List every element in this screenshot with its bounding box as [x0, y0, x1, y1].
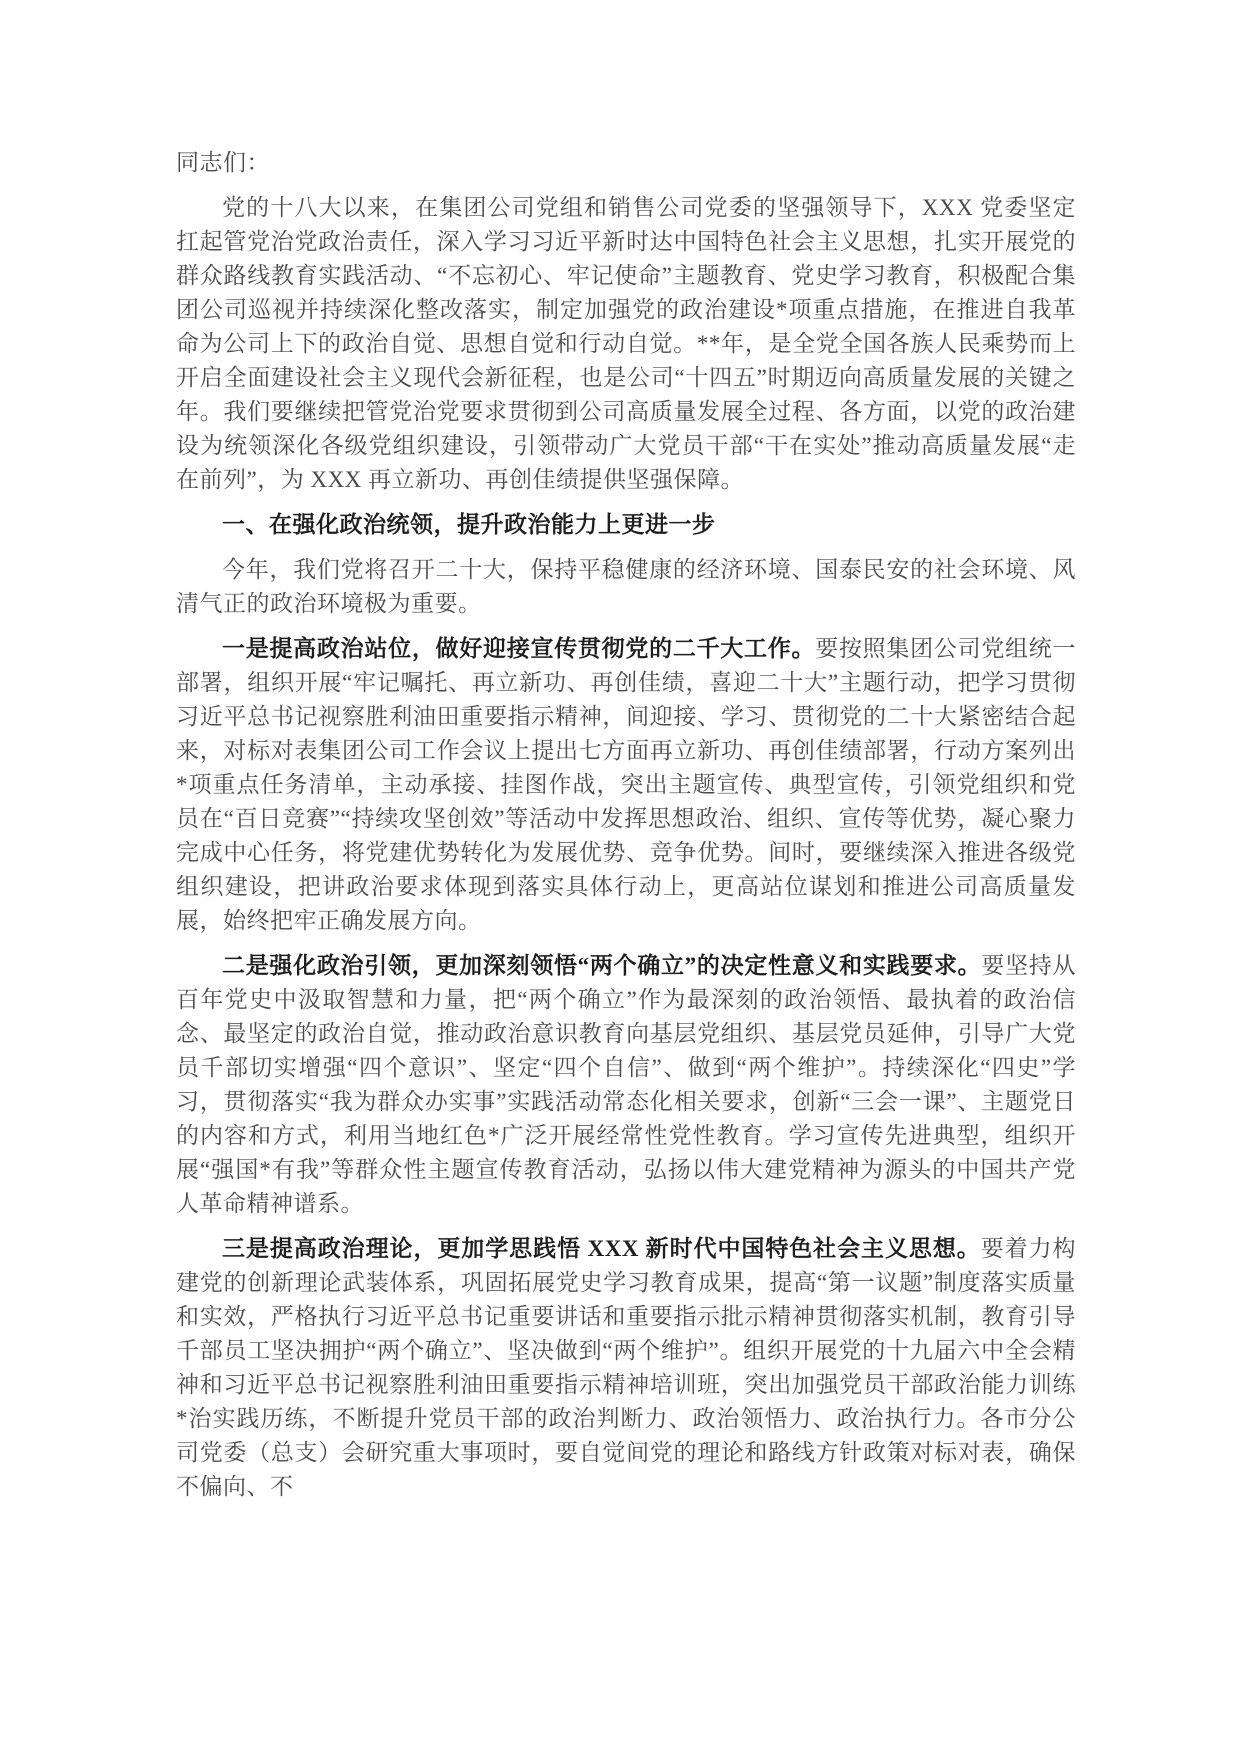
- paragraph: [176, 1232, 1076, 1504]
- salutation: 同志们：: [176, 150, 270, 175]
- paragraph-lead: 一是提高政治站位，做好迎接宣传贯彻党的二千大工作。: [222, 636, 816, 661]
- paragraph-text: 今年，我们党将召开二十大，保持平稳健康的经济环境、国泰民安的社会环境、风清气正的政治环境极为重要。: [176, 557, 1076, 616]
- paragraph: [176, 553, 1076, 621]
- paragraph-text: 要按照集团公司党组统一部署，组织开展“牢记嘱托、再立新功、再创佳绩，喜迎二十大”主题行动，把学习贯彻习近平总书记视察胜利油田重要指示精神，间迎接、学习、贯彻党的二十大紧密结合起来，对标对表集团公司工作会议上提出七方面再立新功、再创佳绩部署，行动方案列出*项重点任务清单，主动承接、挂图作战，突出主题宣传、典型宣传，引领党组织和党员在“百日竞赛”“持续攻坚创效”等活动中发挥思想政治、组织、宣传等优势，凝心聚力完成中心任务，将党建优势转化为发展优势、竞争优势。间时，要继续深入推进各级党组织建设，把讲政治要求体现到落实具体行动上，更高站位谋划和推进公司高质量发展，始终把牢正确发展方向。: [176, 636, 1077, 933]
- paragraph: [176, 632, 1076, 938]
- section-heading: [176, 508, 1076, 542]
- paragraph-lead: 二是强化政治引领，更加深刻领悟“两个确立”的决定性意义和实践要求。: [222, 953, 982, 978]
- paragraph-lead: 三是提高政治理论，更加学思践悟 XXX 新时代中国特色社会主义思想。: [222, 1236, 981, 1261]
- paragraph: [176, 949, 1076, 1221]
- document-body: [176, 191, 1076, 1504]
- heading-text: 一、在强化政治统领，提升政治能力上更进一步: [222, 512, 716, 537]
- paragraph: [176, 191, 1076, 497]
- paragraph-text: 要着力构建党的创新理论武装体系，巩固拓展党史学习教育成果，提高“第一议题”制度落实质量和实效，严格执行习近平总书记重要讲话和重要指示批示精神贯彻落实机制，教育引导千部员工坚决拥护“两个确立”、坚决做到“两个维护”。组织开展党的十九届六中全会精神和习近平总书记视察胜利油田重要指示精神培训班，突出加强党员干部政治能力训练*治实践历练，不断提升党员干部的政治判断力、政治领悟力、政治执行力。各市分公司党委（总支）会研究重大事项时，要自觉间党的理论和路线方针政策对标对表，确保不偏向、不: [176, 1236, 1076, 1499]
- paragraph-text: 党的十八大以来，在集团公司党组和销售公司党委的坚强领导下，XXX 党委坚定扛起管党治党政治责任，深入学习习近平新时达中国特色社会主义思想，扎实开展党的群众路线教育实践活动、“不忘初心、牢记使命”主题教育、党史学习教育，积极配合集团公司巡视并持续深化整改落实，制定加强党的政治建设*项重点措施，在推进自我革命为公司上下的政治自觉、思想自觉和行动自觉。**年，是全党全国各族人民乘势而上开启全面建设社会主义现代会新征程，也是公司“十四五”时期迈向高质量发展的关键之年。我们要继续把管党治党要求贯彻到公司高质量发展全过程、各方面，以党的政治建设为统领深化各级党组织建设，引领带动广大党员干部“干在实处”推动高质量发展“走在前列”，为 XXX 再立新功、再创佳绩提供坚强保障。: [176, 195, 1076, 492]
- paragraph-text: 要坚持从百年党史中汲取智慧和力量，把“两个确立”作为最深刻的政治领悟、最执着的政治信念、最坚定的政治自觉，推动政治意识教育向基层党组织、基层党员延伸，引导广大党员千部切实增强“四个意识”、坚定“四个自信”、做到“两个维护”。持续深化“四史”学习，贯彻落实“我为群众办实事”实践活动常态化相关要求，创新“三会一课”、主题党日的内容和方式，利用当地红色*广泛开展经常性党性教育。学习宣传先进典型，组织开展“强国*有我”等群众性主题宣传教育活动，弘扬以伟大建党精神为源头的中国共产党人革命精神谱系。: [176, 953, 1077, 1216]
